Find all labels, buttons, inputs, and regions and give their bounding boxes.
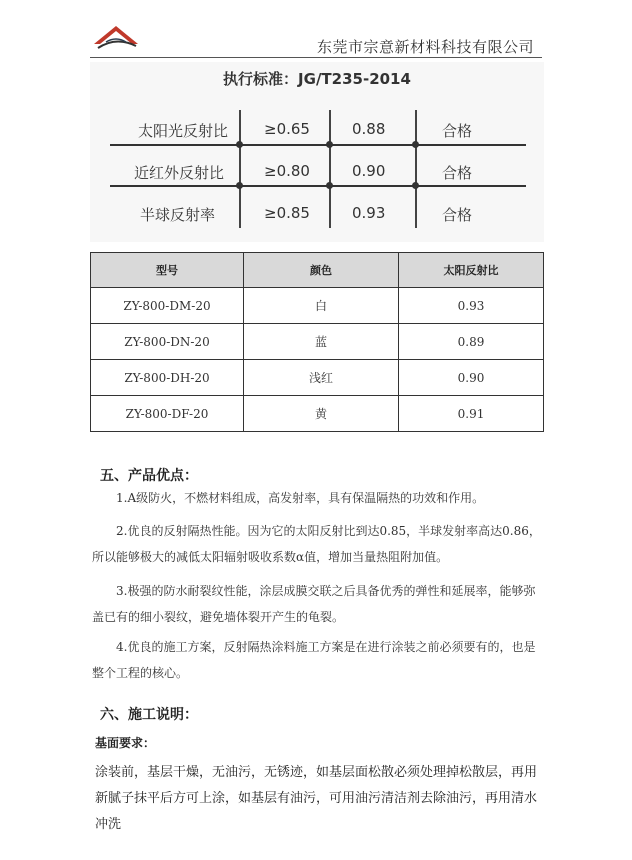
- standard-divider: [110, 144, 526, 146]
- advantage-paragraph-2: 2.优良的反射隔热性能。因为它的太阳反射比到达0.85，半球发射率高达0.86，所以能够极大的减低太阳辐射吸收系数α值，增加当量热阻附加值。: [92, 524, 541, 564]
- standard-requirement: ≥0.65: [264, 120, 310, 138]
- table-row: [91, 360, 544, 396]
- section6-heading: 六、施工说明：: [100, 707, 198, 723]
- cell-model: ZY-800-DN-20: [91, 324, 244, 360]
- table-row: [91, 324, 544, 360]
- cell-model: ZY-800-DF-20: [91, 396, 244, 432]
- divider-dot: [412, 141, 419, 148]
- standard-name: 近红外反射比: [134, 164, 225, 182]
- standard-result: 合格: [442, 206, 473, 224]
- column-divider: [415, 110, 417, 228]
- cell-model: ZY-800-DM-20: [91, 288, 244, 324]
- standard-name: 太阳光反射比: [138, 122, 229, 140]
- standard-row: [90, 198, 544, 230]
- standard-divider: [110, 185, 526, 187]
- cell-color: 黄: [244, 396, 399, 432]
- table-row: [91, 288, 544, 324]
- standard-result: 合格: [442, 164, 473, 182]
- advantage-paragraph-3: 3.极强的防水耐裂纹性能，涂层成膜交联之后具备优秀的弹性和延展率，能够弥盖已有的细小裂纹，避免墙体裂开产生的龟裂。: [92, 584, 536, 624]
- cell-color: 蓝: [244, 324, 399, 360]
- page-header: [0, 0, 632, 60]
- header-divider: [90, 57, 542, 58]
- standard-requirement: ≥0.85: [264, 204, 310, 222]
- spec-table: [90, 252, 544, 432]
- company-logo-icon: [92, 22, 140, 52]
- column-header: 太阳反射比: [399, 253, 544, 288]
- cell-color: 白: [244, 288, 399, 324]
- base-requirement-text: 涂装前，基层干燥，无油污，无锈迹，如基层面松散必须处理掉松散层，再用新腻子抹平后方可上涂，如基层有油污，可用油污清洁剂去除油污，再用清水冲洗: [95, 765, 538, 832]
- column-header: 型号: [91, 253, 244, 288]
- cell-model: ZY-800-DH-20: [91, 360, 244, 396]
- standard-value: 0.90: [352, 162, 386, 180]
- column-header: 颜色: [244, 253, 399, 288]
- divider-dot: [236, 141, 243, 148]
- cell-color: 浅红: [244, 360, 399, 396]
- standard-value: 0.88: [352, 120, 386, 138]
- table-row: [91, 396, 544, 432]
- standard-result: 合格: [442, 122, 473, 140]
- base-requirement-title: 基面要求：: [95, 736, 156, 750]
- standard-row: [90, 114, 544, 146]
- divider-dot: [326, 182, 333, 189]
- standard-row: [90, 156, 544, 188]
- cell-reflectance: 0.89: [399, 324, 544, 360]
- company-name: 东莞市宗意新材料科技有限公司: [316, 38, 534, 56]
- table-header-row: [91, 253, 544, 288]
- advantage-paragraph-4: 4.优良的施工方案，反射隔热涂料施工方案是在进行涂装之前必须要有的，也是整个工程的核心。: [92, 640, 536, 680]
- section5-heading: 五、产品优点：: [100, 468, 198, 484]
- standard-image: [90, 62, 544, 242]
- divider-dot: [326, 141, 333, 148]
- column-divider: [239, 110, 241, 228]
- column-divider: [329, 110, 331, 228]
- advantage-paragraph-1: 1.A级防火，不燃材料组成，高发射率，具有保温隔热的功效和作用。: [116, 491, 485, 505]
- cell-reflectance: 0.93: [399, 288, 544, 324]
- standard-name: 半球反射率: [140, 206, 216, 224]
- divider-dot: [236, 182, 243, 189]
- divider-dot: [412, 182, 419, 189]
- cell-reflectance: 0.91: [399, 396, 544, 432]
- standard-title: 执行标准：JG/T235-2014: [223, 70, 411, 88]
- cell-reflectance: 0.90: [399, 360, 544, 396]
- standard-requirement: ≥0.80: [264, 162, 310, 180]
- standard-value: 0.93: [352, 204, 386, 222]
